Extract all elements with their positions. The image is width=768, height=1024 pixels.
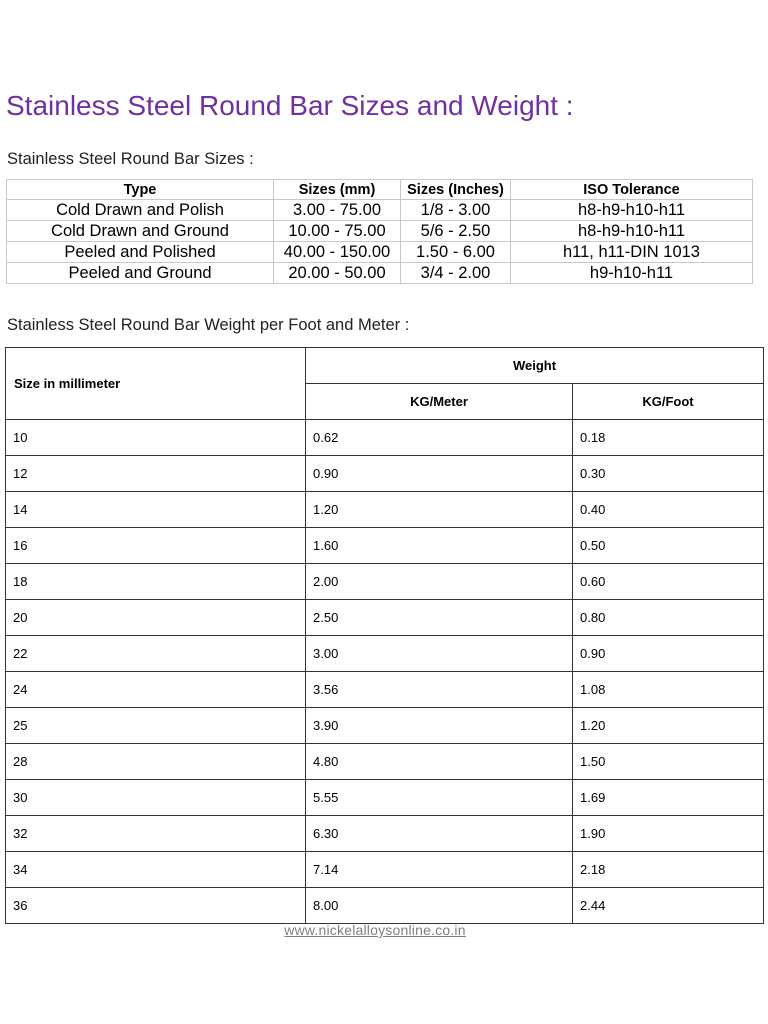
kg-meter-cell: 2.50 xyxy=(306,600,573,636)
kg-meter-cell: 2.00 xyxy=(306,564,573,600)
type-cell: Cold Drawn and Polish xyxy=(7,200,274,221)
column-header-iso-tolerance: ISO Tolerance xyxy=(511,180,753,200)
table-row xyxy=(6,744,764,780)
kg-foot-cell: 1.20 xyxy=(573,708,764,744)
size-mm-cell: 36 xyxy=(6,888,306,924)
size-mm-cell: 24 xyxy=(6,672,306,708)
weight-table xyxy=(5,347,764,924)
kg-meter-cell: 8.00 xyxy=(306,888,573,924)
kg-meter-cell: 0.90 xyxy=(306,456,573,492)
table-row xyxy=(6,780,764,816)
size-mm-cell: 12 xyxy=(6,456,306,492)
kg-meter-cell: 6.30 xyxy=(306,816,573,852)
kg-foot-cell: 1.90 xyxy=(573,816,764,852)
kg-meter-cell: 3.90 xyxy=(306,708,573,744)
kg-foot-cell: 1.50 xyxy=(573,744,764,780)
column-header-kg-meter: KG/Meter xyxy=(306,384,573,420)
kg-meter-cell: 0.62 xyxy=(306,420,573,456)
sizes-mm-cell: 3.00 - 75.00 xyxy=(274,200,401,221)
iso-tolerance-cell: h9-h10-h11 xyxy=(511,263,753,284)
table-row xyxy=(6,888,764,924)
size-mm-cell: 22 xyxy=(6,636,306,672)
kg-meter-cell: 1.20 xyxy=(306,492,573,528)
kg-foot-cell: 0.18 xyxy=(573,420,764,456)
type-cell: Peeled and Polished xyxy=(7,242,274,263)
size-mm-cell: 14 xyxy=(6,492,306,528)
table-row xyxy=(7,221,753,242)
table-row xyxy=(6,456,764,492)
sizes-mm-cell: 10.00 - 75.00 xyxy=(274,221,401,242)
website-link[interactable]: www.nickelalloysonline.co.in xyxy=(284,922,466,938)
weight-table-body xyxy=(6,420,764,924)
kg-foot-cell: 0.60 xyxy=(573,564,764,600)
sizes-inches-cell: 5/6 - 2.50 xyxy=(401,221,511,242)
table-row xyxy=(6,636,764,672)
kg-meter-cell: 3.00 xyxy=(306,636,573,672)
table-row xyxy=(6,492,764,528)
size-mm-cell: 32 xyxy=(6,816,306,852)
column-header-type: Type xyxy=(7,180,274,200)
kg-foot-cell: 2.44 xyxy=(573,888,764,924)
sizes-inches-cell: 1/8 - 3.00 xyxy=(401,200,511,221)
sizes-inches-cell: 3/4 - 2.00 xyxy=(401,263,511,284)
kg-meter-cell: 1.60 xyxy=(306,528,573,564)
kg-foot-cell: 1.08 xyxy=(573,672,764,708)
iso-tolerance-cell: h8-h9-h10-h11 xyxy=(511,200,753,221)
weight-section-heading: Stainless Steel Round Bar Weight per Foot and Meter : xyxy=(7,316,410,334)
size-mm-cell: 25 xyxy=(6,708,306,744)
table-row xyxy=(6,708,764,744)
iso-tolerance-cell: h11, h11-DIN 1013 xyxy=(511,242,753,263)
footer xyxy=(0,922,750,938)
kg-meter-cell: 3.56 xyxy=(306,672,573,708)
size-mm-cell: 16 xyxy=(6,528,306,564)
column-header-kg-foot: KG/Foot xyxy=(573,384,764,420)
kg-foot-cell: 0.40 xyxy=(573,492,764,528)
sizes-table-header-row xyxy=(7,180,753,200)
size-mm-cell: 18 xyxy=(6,564,306,600)
size-mm-cell: 28 xyxy=(6,744,306,780)
size-mm-cell: 30 xyxy=(6,780,306,816)
column-header-weight: Weight xyxy=(306,348,764,384)
table-row xyxy=(6,528,764,564)
sizes-section-heading: Stainless Steel Round Bar Sizes : xyxy=(7,150,254,168)
kg-meter-cell: 7.14 xyxy=(306,852,573,888)
size-mm-cell: 34 xyxy=(6,852,306,888)
sizes-mm-cell: 20.00 - 50.00 xyxy=(274,263,401,284)
type-cell: Cold Drawn and Ground xyxy=(7,221,274,242)
column-header-sizes-inches: Sizes (Inches) xyxy=(401,180,511,200)
sizes-table xyxy=(6,179,753,284)
table-row xyxy=(6,600,764,636)
kg-foot-cell: 0.80 xyxy=(573,600,764,636)
sizes-mm-cell: 40.00 - 150.00 xyxy=(274,242,401,263)
weight-table-header-row xyxy=(6,348,764,384)
kg-foot-cell: 0.90 xyxy=(573,636,764,672)
kg-foot-cell: 0.50 xyxy=(573,528,764,564)
table-row xyxy=(7,242,753,263)
kg-meter-cell: 4.80 xyxy=(306,744,573,780)
iso-tolerance-cell: h8-h9-h10-h11 xyxy=(511,221,753,242)
kg-foot-cell: 0.30 xyxy=(573,456,764,492)
table-row xyxy=(6,564,764,600)
kg-meter-cell: 5.55 xyxy=(306,780,573,816)
sizes-inches-cell: 1.50 - 6.00 xyxy=(401,242,511,263)
size-mm-cell: 20 xyxy=(6,600,306,636)
size-mm-cell: 10 xyxy=(6,420,306,456)
kg-foot-cell: 1.69 xyxy=(573,780,764,816)
table-row xyxy=(6,420,764,456)
table-row xyxy=(6,816,764,852)
table-row xyxy=(7,263,753,284)
column-header-size-mm: Size in millimeter xyxy=(6,348,306,420)
table-row xyxy=(6,672,764,708)
table-row xyxy=(6,852,764,888)
page-title: Stainless Steel Round Bar Sizes and Weight : xyxy=(6,90,574,121)
kg-foot-cell: 2.18 xyxy=(573,852,764,888)
type-cell: Peeled and Ground xyxy=(7,263,274,284)
table-row xyxy=(7,200,753,221)
column-header-sizes-mm: Sizes (mm) xyxy=(274,180,401,200)
